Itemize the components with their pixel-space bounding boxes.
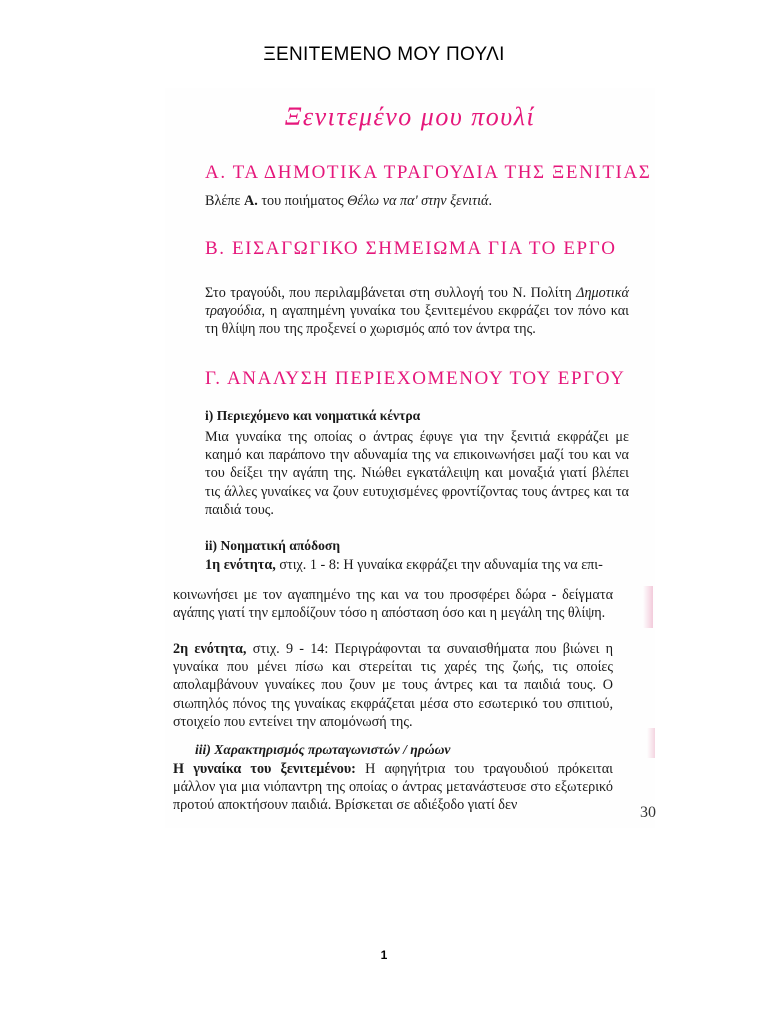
subsection-content-text: Μια γυναίκα της οποίας ο άντρας έφυγε για την ξενιτιά εκφράζει με καημό και παράπονο την αδυναμία της να επικοινωνήσει μαζί του και να του δείξει την αγάπη της. Νιώθει εγκατάλειψη και μοναξιά γιατί βλέπει τις άλλες γυναίκες να ζουν ευτυχισμένες φροντίζοντας τους άντρες και τα παιδιά τους. [205, 429, 629, 518]
scan-page-number: 30 [640, 804, 656, 821]
section-b-heading: Β. ΕΙΣΑΓΩΓΙΚΟ ΣΗΜΕΙΩΜΑ ΓΙΑ ΤΟ ΕΡΓΟ [205, 238, 617, 259]
unit-2-text: 2η ενότητα, στιχ. 9 - 14: Περιγράφονται τα συναισθήματα που βιώνει η γυναίκα που μένει πίσω και στερείται τις χαρές της ζωής, τις οποίες απολαμβάνουν γυναίκες που ζουν με τους άντρες και τα παιδιά τους. Ο σιωπηλός πόνος της γυναίκας εκφράζεται μέσα στο εσωτερικό του σπιτιού, στοιχείο που εντείνει την απομόνωσή της. [173, 641, 614, 730]
subsection-content-heading: i) Περιεχόμενο και νοηματικά κέντρα [205, 408, 421, 423]
scan-edge-mark [643, 586, 653, 628]
poem-title: Ξενιτεμένο μου πουλί [284, 102, 536, 131]
section-c-heading: Γ. ΑΝΑΛΥΣΗ ΠΕΡΙΕΧΟΜΕΝΟΥ ΤΟΥ ΕΡΓΟΥ [205, 368, 626, 389]
page-footer-number: 1 [380, 948, 388, 962]
unit-1-first-line: 1η ενότητα, στιχ. 1 - 8: Η γυναίκα εκφράζει την αδυναμία της να επι- [205, 557, 603, 573]
subsection-characters-heading: iii) Χαρακτηρισμός πρωταγωνιστών / ηρώων [195, 742, 451, 757]
subsection-meaning-heading: ii) Νοηματική απόδοση [205, 538, 341, 553]
subsection-characters-text: Η γυναίκα του ξενιτεμένου: Η αφηγήτρια του τραγουδιού πρόκειται μάλλον για μια νιόπαντρη της οποίας ο άντρας μετανάστευσε στο εξωτερικό προτού αποκτήσουν παιδιά. Βρίσκεται σε αδιέξοδο γιατί δεν [173, 761, 613, 814]
section-a-heading: Α. ΤΑ ΔΗΜΟΤΙΚΑ ΤΡΑΓΟΥΔΙΑ ΤΗΣ ΞΕΝΙΤΙΑΣ [205, 162, 652, 183]
unit-1-continuation: κοινωνήσει με τον αγαπημένο της και να του προσφέρει δώρα - δείγματα αγάπης γιατί την εμποδίζουν τόσο η απόσταση όσο και η μεγάλη της θλίψη. [173, 587, 613, 622]
section-a-text: Βλέπε Α. του ποιήματος Θέλω να πα' στην ξενιτιά. [205, 193, 493, 209]
scanned-page [165, 88, 655, 828]
section-b-text: Στο τραγούδι, που περιλαμβάνεται στη συλλογή του Ν. Πολίτη Δημοτικά τραγούδια, η αγαπημένη γυναίκα του ξενιτεμένου εκφράζει τον πόνο και τη θλίψη που της προξενεί ο χωρισμός από τον άντρα της. [205, 285, 629, 338]
scan-edge-mark [647, 728, 655, 758]
document-header-title: ΞΕΝΙΤΕΜΕΝΟ ΜΟΥ ΠΟΥΛΙ [263, 44, 505, 65]
